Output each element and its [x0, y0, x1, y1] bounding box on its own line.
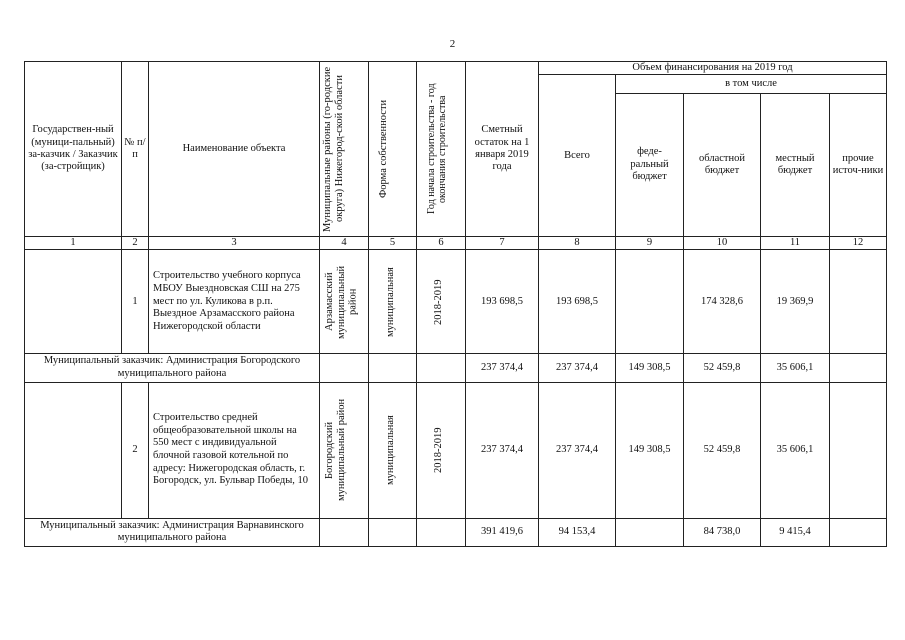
row-total: 237 374,4: [539, 382, 616, 518]
row-federal: [616, 250, 684, 354]
column-number: 12: [830, 237, 887, 250]
header-local: местный бюджет: [761, 94, 830, 237]
header-total: Всего: [539, 75, 616, 237]
header-object-name: Наименование объекта: [149, 62, 320, 237]
header-including: в том числе: [616, 75, 887, 94]
column-number: 5: [369, 237, 417, 250]
summary-total: 237 374,4: [539, 354, 616, 382]
header-federal: феде-ральный бюджет: [616, 94, 684, 237]
column-number: 1: [25, 237, 122, 250]
column-number: 11: [761, 237, 830, 250]
financing-table: [24, 61, 887, 547]
column-number: 10: [684, 237, 761, 250]
summary-regional: 52 459,8: [684, 354, 761, 382]
column-number: 8: [539, 237, 616, 250]
header-ownership: Форма собственности: [369, 62, 417, 237]
column-number: 6: [417, 237, 466, 250]
header-estimate-remainder: Сметный остаток на 1 января 2019 года: [466, 62, 539, 237]
row-customer: [25, 250, 122, 354]
summary-estimate: 391 419,6: [466, 518, 539, 546]
row-estimate: 193 698,5: [466, 250, 539, 354]
row-local: 19 369,9: [761, 250, 830, 354]
row-object-name: Строительство учебного корпуса МБОУ Выездновская СШ на 275 мест по ул. Куликова в р.п. Выездное Арзамасского района Нижегородской области: [149, 250, 320, 354]
summary-empty-cell: [320, 518, 369, 546]
summary-empty-cell: [320, 354, 369, 382]
summary-local: 35 606,1: [761, 354, 830, 382]
summary-other: [830, 354, 887, 382]
summary-estimate: 237 374,4: [466, 354, 539, 382]
summary-total: 94 153,4: [539, 518, 616, 546]
summary-federal: 149 308,5: [616, 354, 684, 382]
column-number: 2: [122, 237, 149, 250]
column-number: 9: [616, 237, 684, 250]
table-row: [25, 382, 887, 518]
row-other: [830, 382, 887, 518]
row-local: 35 606,1: [761, 382, 830, 518]
row-regional: 52 459,8: [684, 382, 761, 518]
row-other: [830, 250, 887, 354]
table-row: [25, 250, 887, 354]
summary-federal: [616, 518, 684, 546]
summary-empty-cell: [417, 518, 466, 546]
row-years: 2018-2019: [417, 382, 466, 518]
header-regional: областной бюджет: [684, 94, 761, 237]
summary-empty-cell: [369, 518, 417, 546]
header-districts: Муниципальные районы (го-родские округа) Нижегород-ской области: [320, 62, 369, 237]
header-years: Год начала строительства - год окончания строительства: [417, 62, 466, 237]
row-district: Арзамасский муниципальный район: [320, 250, 369, 354]
customer-summary-label: Муниципальный заказчик: Администрация Богородского муниципального района: [25, 354, 320, 382]
summary-local: 9 415,4: [761, 518, 830, 546]
row-number: 1: [122, 250, 149, 354]
column-number: 7: [466, 237, 539, 250]
row-number: 2: [122, 382, 149, 518]
row-federal: 149 308,5: [616, 382, 684, 518]
row-estimate: 237 374,4: [466, 382, 539, 518]
header-number: № п/п: [122, 62, 149, 237]
row-district: Богородский муниципальный район: [320, 382, 369, 518]
customer-summary-row: [25, 518, 887, 546]
summary-regional: 84 738,0: [684, 518, 761, 546]
row-regional: 174 328,6: [684, 250, 761, 354]
page-number: 2: [449, 38, 456, 50]
header-row-1: [25, 62, 887, 75]
customer-summary-label: Муниципальный заказчик: Администрация Варнавинского муниципального района: [25, 518, 320, 546]
row-ownership: муниципальная: [369, 382, 417, 518]
row-customer: [25, 382, 122, 518]
column-number: 3: [149, 237, 320, 250]
summary-empty-cell: [417, 354, 466, 382]
summary-other: [830, 518, 887, 546]
row-years: 2018-2019: [417, 250, 466, 354]
header-customer: Государствен-ный (муници-пальный) за-казчик / Заказчик (за-стройщик): [25, 62, 122, 237]
column-numbers-row: [25, 237, 887, 250]
header-other: прочие источ-ники: [830, 94, 887, 237]
row-ownership: муниципальная: [369, 250, 417, 354]
customer-summary-row: [25, 354, 887, 382]
column-number: 4: [320, 237, 369, 250]
header-funding-volume: Объем финансирования на 2019 год: [539, 62, 887, 75]
row-total: 193 698,5: [539, 250, 616, 354]
row-object-name: Строительство средней общеобразовательной школы на 550 мест с индивидуальной блочной газовой котельной по адресу: Нижегородская область, г. Богородск, ул. Бульвар Победы, 10: [149, 382, 320, 518]
summary-empty-cell: [369, 354, 417, 382]
